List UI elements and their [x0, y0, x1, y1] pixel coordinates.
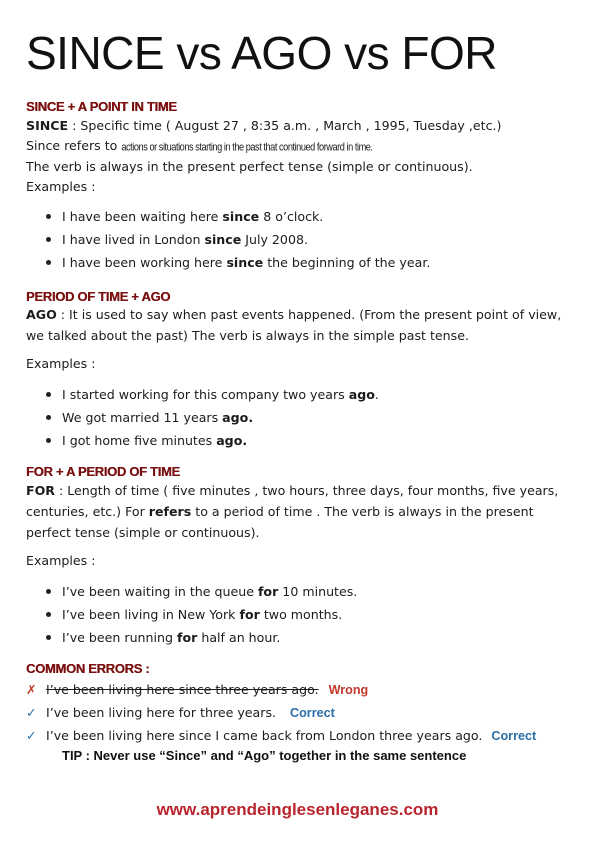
- list-item: I have lived in London since July 2008.: [46, 232, 430, 255]
- wrong-sentence: I’ve been living here since three years ago.: [46, 682, 319, 697]
- for-examples-list: [46, 584, 357, 653]
- list-item: I have been waiting here since 8 o’clock.: [46, 209, 430, 232]
- list-item: I’ve been living in New York for two months.: [46, 607, 357, 630]
- since-refers-line: [26, 138, 373, 155]
- since-examples-label: Examples :: [26, 179, 96, 194]
- correct-label: Correct: [491, 729, 537, 743]
- ago-term: AGO: [26, 307, 57, 322]
- for-heading: FOR + A PERIOD OF TIME: [26, 464, 180, 479]
- errors-heading: COMMON ERRORS :: [26, 661, 150, 676]
- footer-url: www.aprendeinglesenleganes.com: [156, 800, 439, 819]
- for-examples-label: Examples :: [26, 553, 96, 568]
- since-definition: [26, 118, 501, 134]
- error-row-correct-1: [26, 705, 335, 721]
- wrong-label: Wrong: [328, 683, 369, 697]
- list-item: I’ve been running for half an hour.: [46, 630, 357, 653]
- error-row-wrong: [26, 682, 368, 698]
- ago-examples-list: [46, 387, 379, 456]
- since-examples-list: [46, 209, 430, 278]
- checkmark-icon: ✓: [26, 728, 37, 743]
- list-item: I got home five minutes ago.: [46, 433, 379, 456]
- since-refers-small-text: actions or situations starting in the past that continued forward in time.: [121, 141, 373, 153]
- list-item: I started working for this company two years ago.: [46, 387, 379, 410]
- list-item: I have been working here since the beginning of the year.: [46, 255, 430, 278]
- since-heading: SINCE + A POINT IN TIME: [26, 99, 177, 114]
- list-item: I’ve been waiting in the queue for 10 minutes.: [46, 584, 357, 607]
- correct-label: Correct: [290, 706, 335, 720]
- list-item: We got married 11 years ago.: [46, 410, 379, 433]
- ago-heading: PERIOD OF TIME + AGO: [26, 289, 171, 304]
- for-term: FOR: [26, 483, 56, 498]
- since-term: SINCE: [26, 118, 69, 133]
- for-definition: FOR : Length of time ( five minutes , two hours, three days, four months, five years, centuries, etc.) For refers to a period of time . The verb is always in the present perfect tense (simple or continuous).: [26, 483, 559, 540]
- ago-examples-label: Examples :: [26, 356, 96, 371]
- since-definition-text: : Specific time ( August 27 , 8:35 a.m. , March , 1995, Tuesday ,etc.): [68, 118, 502, 133]
- tip-text: TIP : Never use “Since” and “Ago” together in the same sentence: [62, 748, 467, 763]
- since-refers-prefix: Since refers to: [26, 138, 122, 153]
- since-verb-line: The verb is always in the present perfect tense (simple or continuous).: [26, 159, 473, 174]
- ago-definition: [26, 304, 576, 346]
- correct-sentence: I’ve been living here for three years.: [46, 705, 277, 720]
- page-title: SINCE vs AGO vs FOR: [26, 27, 498, 79]
- correct-sentence: I’ve been living here since I came back from London three years ago.: [46, 728, 483, 743]
- cross-icon: ✗: [26, 682, 37, 697]
- for-refers-keyword: refers: [148, 504, 192, 519]
- ago-definition-text: : It is used to say when past events happened. (From the present point of view, we talked about the past) The verb is always in the simple past tense.: [26, 307, 562, 343]
- error-row-correct-2: [26, 728, 536, 744]
- checkmark-icon: ✓: [26, 705, 37, 720]
